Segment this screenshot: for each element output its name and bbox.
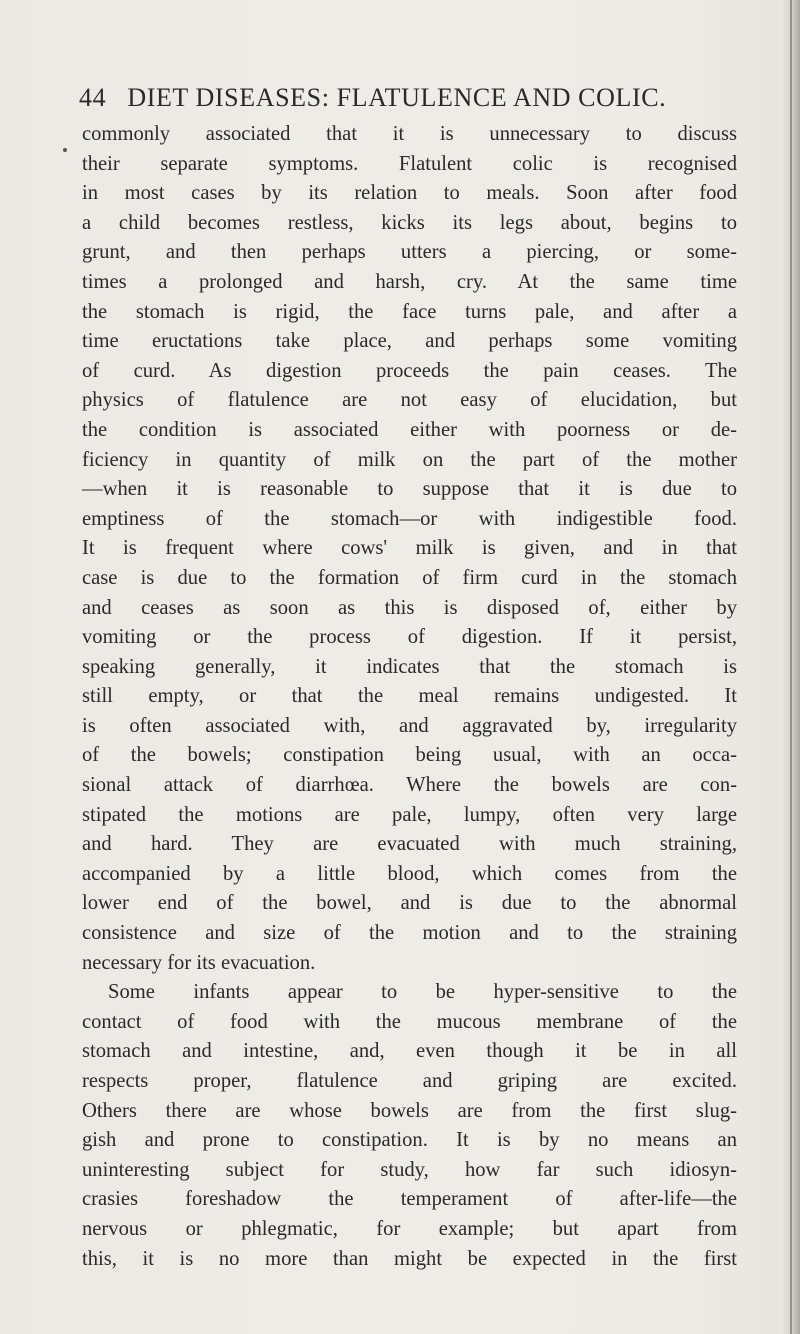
paragraph-start-line: Some infants appear to be hyper-sensitive to the <box>108 981 737 1004</box>
text-line: commonly associated that it is unnecessary to discuss <box>82 123 737 145</box>
page-edge-line <box>790 0 792 1334</box>
text-line: the condition is associated either with poorness or de- <box>82 418 737 441</box>
running-head-title: DIET DISEASES: FLATULENCE AND COLIC. <box>127 83 667 112</box>
text-line: ficiency in quantity of milk on the part of the mother <box>82 448 737 471</box>
text-line: times a prolonged and harsh, cry. At the same time <box>82 270 737 293</box>
text-line: this, it is no more than might be expected in the first <box>82 1247 737 1270</box>
text-line: time eructations take place, and perhaps some vomiting <box>82 330 737 353</box>
text-line: is often associated with, and aggravated by, irregularity <box>82 714 737 737</box>
text-line: —when it is reasonable to suppose that it is due to <box>82 478 737 501</box>
text-line: in most cases by its relation to meals. Soon after food <box>82 182 737 205</box>
text-line: respects proper, flatulence and griping are excited. <box>82 1070 737 1092</box>
margin-speck <box>63 148 67 152</box>
text-line: grunt, and then perhaps utters a piercing, or some- <box>82 241 737 264</box>
text-line: and ceases as soon as this is disposed of, either by <box>82 596 737 619</box>
text-line: sional attack of diarrhœa. Where the bowels are con- <box>82 774 737 797</box>
body-text <box>82 120 737 1274</box>
text-line: a child becomes restless, kicks its legs about, begins to <box>82 211 737 234</box>
running-header <box>79 78 719 118</box>
text-line: crasies foreshadow the temperament of after-life—the <box>82 1188 737 1211</box>
text-line: Others there are whose bowels are from the first slug- <box>82 1099 737 1122</box>
text-line: nervous or phlegmatic, for example; but apart from <box>82 1217 737 1240</box>
text-line: case is due to the formation of firm curd in the stomach <box>82 566 737 589</box>
text-line: physics of flatulence are not easy of elucidation, but <box>82 389 737 412</box>
text-line: of the bowels; constipation being usual, with an occa- <box>82 744 737 767</box>
text-line: accompanied by a little blood, which comes from the <box>82 862 737 885</box>
text-line: stomach and intestine, and, even though it be in all <box>82 1040 737 1063</box>
text-line: gish and prone to constipation. It is by no means an <box>82 1129 737 1152</box>
text-line: and hard. They are evacuated with much straining, <box>82 833 737 856</box>
text-line: consistence and size of the motion and to the straining <box>82 922 737 945</box>
text-line: their separate symptoms. Flatulent colic is recognised <box>82 152 737 175</box>
text-line: emptiness of the stomach—or with indigestible food. <box>82 507 737 530</box>
text-line: contact of food with the mucous membrane of the <box>82 1010 737 1033</box>
paragraph-end-line: necessary for its evacuation. <box>82 951 316 974</box>
text-line: the stomach is rigid, the face turns pale, and after a <box>82 300 737 323</box>
text-line: It is frequent where cows' milk is given, and in that <box>82 537 737 560</box>
text-line: vomiting or the process of digestion. If it persist, <box>82 626 737 649</box>
text-line: stipated the motions are pale, lumpy, often very large <box>82 803 737 826</box>
text-line: lower end of the bowel, and is due to the abnormal <box>82 892 737 915</box>
text-line: of curd. As digestion proceeds the pain ceases. The <box>82 359 737 382</box>
text-line: speaking generally, it indicates that the stomach is <box>82 655 737 678</box>
page-number: 44 <box>79 83 107 112</box>
text-line: uninteresting subject for study, how far such idiosyn- <box>82 1158 737 1181</box>
text-line: still empty, or that the meal remains undigested. It <box>82 685 737 708</box>
